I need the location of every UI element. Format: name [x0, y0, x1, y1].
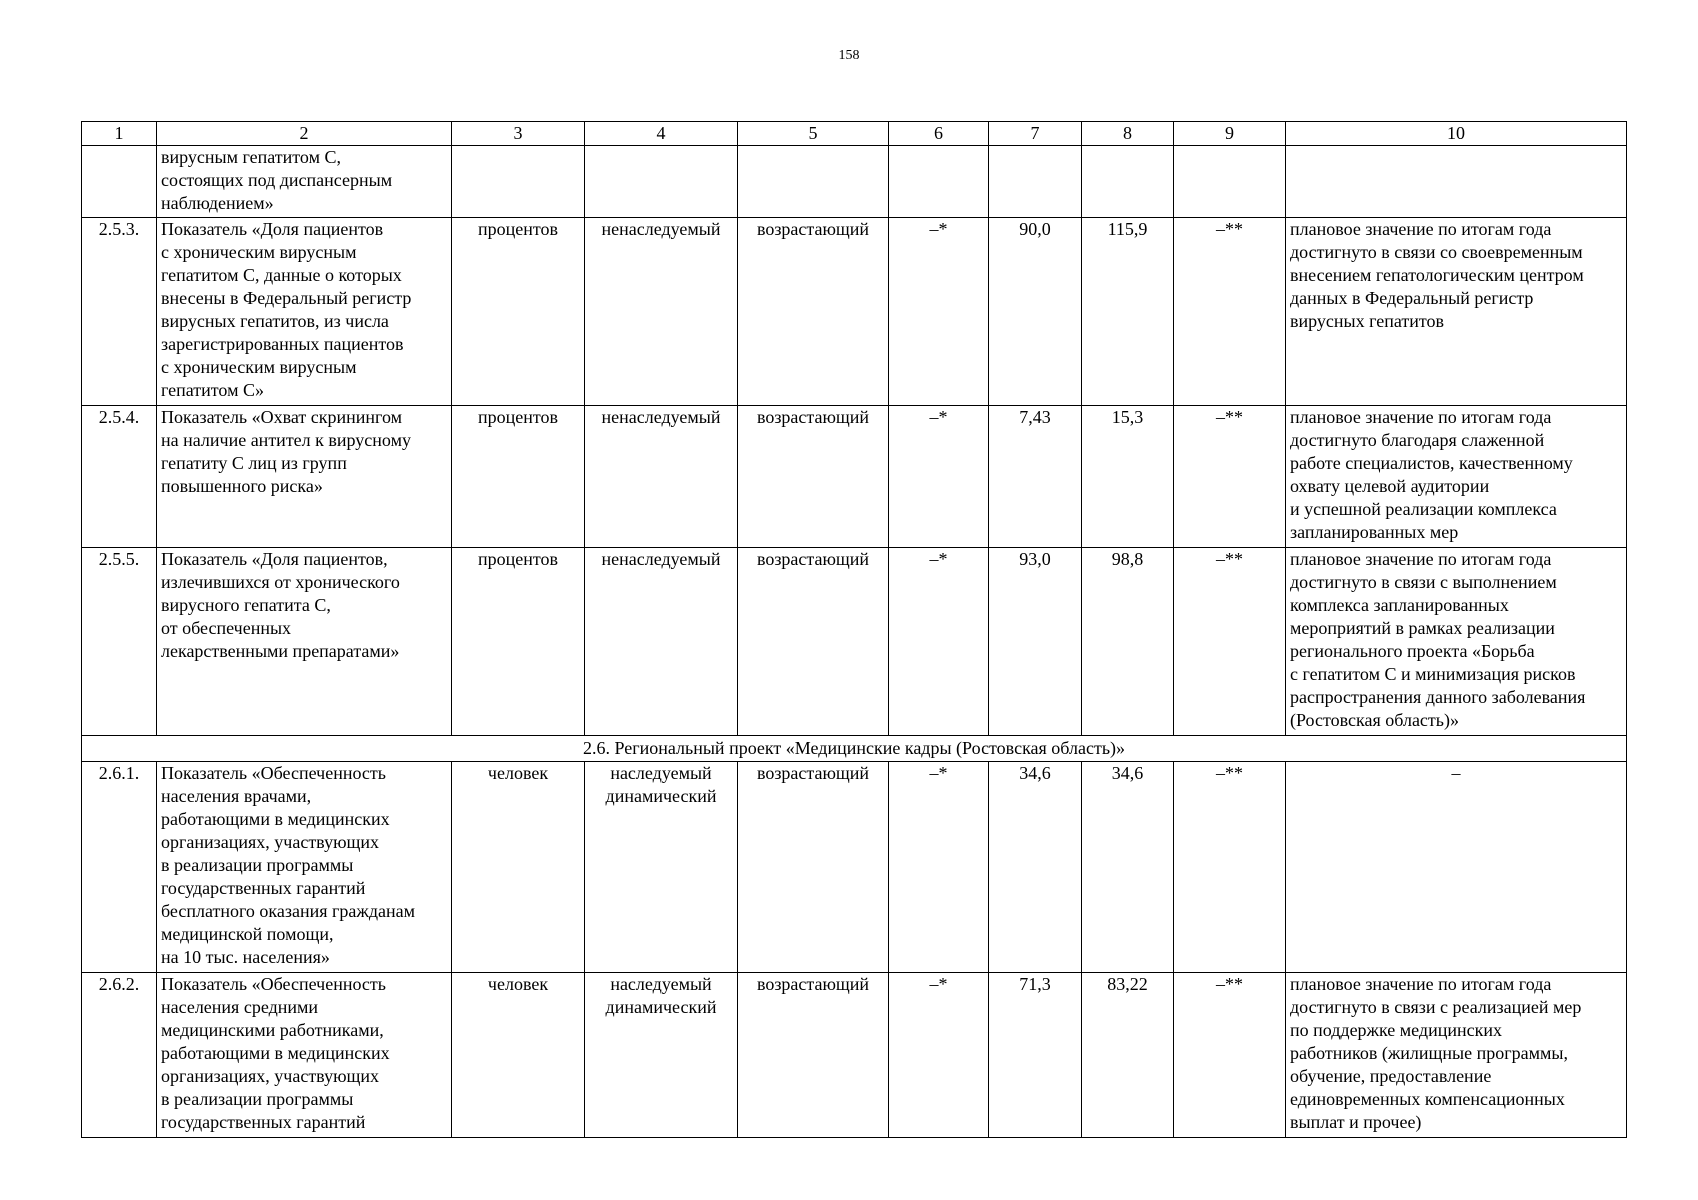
- col7-cell: 93,0: [989, 548, 1082, 736]
- col6-cell: –*: [889, 762, 989, 973]
- table-row: [82, 406, 1627, 548]
- type-cell: ненаследуемый: [585, 548, 738, 736]
- direction-cell: возрастающий: [738, 762, 889, 973]
- header-row: [82, 122, 1627, 146]
- type-cell: наследуемый динамический: [585, 762, 738, 973]
- col9-cell: –**: [1174, 973, 1286, 1138]
- type-cell: [585, 146, 738, 218]
- indicator-name: Показатель «Доля пациентов, излечившихся от хронического вирусного гепатита С, от обеспеченных лекарственными препаратами»: [157, 548, 452, 736]
- unit-cell: процентов: [452, 218, 585, 406]
- row-number: 2.6.1.: [82, 762, 157, 973]
- col6-cell: –*: [889, 218, 989, 406]
- indicator-name: вирусным гепатитом С, состоящих под диспансерным наблюдением»: [157, 146, 452, 218]
- direction-cell: возрастающий: [738, 218, 889, 406]
- row-number: 2.5.5.: [82, 548, 157, 736]
- col7-cell: 90,0: [989, 218, 1082, 406]
- col6-cell: [889, 146, 989, 218]
- table-row: [82, 218, 1627, 406]
- header-cell: 6: [889, 122, 989, 146]
- direction-cell: [738, 146, 889, 218]
- col9-cell: –**: [1174, 406, 1286, 548]
- table-row: [82, 146, 1627, 218]
- col8-cell: 15,3: [1082, 406, 1174, 548]
- note-cell: плановое значение по итогам года достигнуто в связи со своевременным внесением гепатологическим центром данных в Федеральный регистр вирусных гепатитов: [1286, 218, 1627, 406]
- page-number: 158: [838, 48, 860, 63]
- unit-cell: процентов: [452, 406, 585, 548]
- header-cell: 4: [585, 122, 738, 146]
- col7-cell: [989, 146, 1082, 218]
- unit-cell: процентов: [452, 548, 585, 736]
- col6-cell: –*: [889, 406, 989, 548]
- header-cell: 9: [1174, 122, 1286, 146]
- type-cell: ненаследуемый: [585, 406, 738, 548]
- header-cell: 1: [82, 122, 157, 146]
- col7-cell: 7,43: [989, 406, 1082, 548]
- note-cell: плановое значение по итогам года достигнуто в связи с выполнением комплекса запланированных мероприятий в рамках реализации регионального проекта «Борьба с гепатитом С и минимизация рисков распространения данного заболевания (Ростовская область)»: [1286, 548, 1627, 736]
- header-cell: 10: [1286, 122, 1627, 146]
- col9-cell: –**: [1174, 548, 1286, 736]
- indicator-name: Показатель «Обеспеченность населения средними медицинскими работниками, работающими в медицинских организациях, участвующих в реализации программы государственных гарантий: [157, 973, 452, 1138]
- row-number: 2.5.3.: [82, 218, 157, 406]
- col7-cell: 71,3: [989, 973, 1082, 1138]
- row-number: 2.6.2.: [82, 973, 157, 1138]
- col7-cell: 34,6: [989, 762, 1082, 973]
- type-cell: ненаследуемый: [585, 218, 738, 406]
- unit-cell: человек: [452, 762, 585, 973]
- indicator-name: Показатель «Обеспеченность населения врачами, работающими в медицинских организациях, участвующих в реализации программы государственных гарантий бесплатного оказания гражданам медицинской помощи, на 10 тыс. населения»: [157, 762, 452, 973]
- col9-cell: [1174, 146, 1286, 218]
- header-cell: 2: [157, 122, 452, 146]
- col9-cell: –**: [1174, 762, 1286, 973]
- header-cell: 7: [989, 122, 1082, 146]
- header-cell: 8: [1082, 122, 1174, 146]
- note-cell: [1286, 146, 1627, 218]
- indicator-name: Показатель «Охват скринингом на наличие антител к вирусному гепатиту С лиц из групп повышенного риска»: [157, 406, 452, 548]
- col9-cell: –**: [1174, 218, 1286, 406]
- note-cell: плановое значение по итогам года достигнуто в связи с реализацией мер по поддержке медицинских работников (жилищные программы, обучение, предоставление единовременных компенсационных выплат и прочее): [1286, 973, 1627, 1138]
- direction-cell: возрастающий: [738, 973, 889, 1138]
- col6-cell: –*: [889, 548, 989, 736]
- section-title: 2.6. Региональный проект «Медицинские кадры (Ростовская область)»: [82, 736, 1627, 762]
- note-cell: плановое значение по итогам года достигнуто благодаря слаженной работе специалистов, качественному охвату целевой аудитории и успешной реализации комплекса запланированных мер: [1286, 406, 1627, 548]
- note-cell: –: [1286, 762, 1627, 973]
- header-cell: 5: [738, 122, 889, 146]
- table-row: [82, 762, 1627, 973]
- indicator-name: Показатель «Доля пациентов с хроническим вирусным гепатитом С, данные о которых внесены в Федеральный регистр вирусных гепатитов, из числа зарегистрированных пациентов с хроническим вирусным гепатитом С»: [157, 218, 452, 406]
- col6-cell: –*: [889, 973, 989, 1138]
- col8-cell: [1082, 146, 1174, 218]
- direction-cell: возрастающий: [738, 406, 889, 548]
- col8-cell: 34,6: [1082, 762, 1174, 973]
- row-number: 2.5.4.: [82, 406, 157, 548]
- table-row: [82, 548, 1627, 736]
- col8-cell: 83,22: [1082, 973, 1174, 1138]
- table-row: [82, 973, 1627, 1138]
- col8-cell: 115,9: [1082, 218, 1174, 406]
- type-cell: наследуемый динамический: [585, 973, 738, 1138]
- header-cell: 3: [452, 122, 585, 146]
- unit-cell: человек: [452, 973, 585, 1138]
- indicators-table: [81, 121, 1627, 1138]
- unit-cell: [452, 146, 585, 218]
- section-row: [82, 736, 1627, 762]
- row-number: [82, 146, 157, 218]
- direction-cell: возрастающий: [738, 548, 889, 736]
- col8-cell: 98,8: [1082, 548, 1174, 736]
